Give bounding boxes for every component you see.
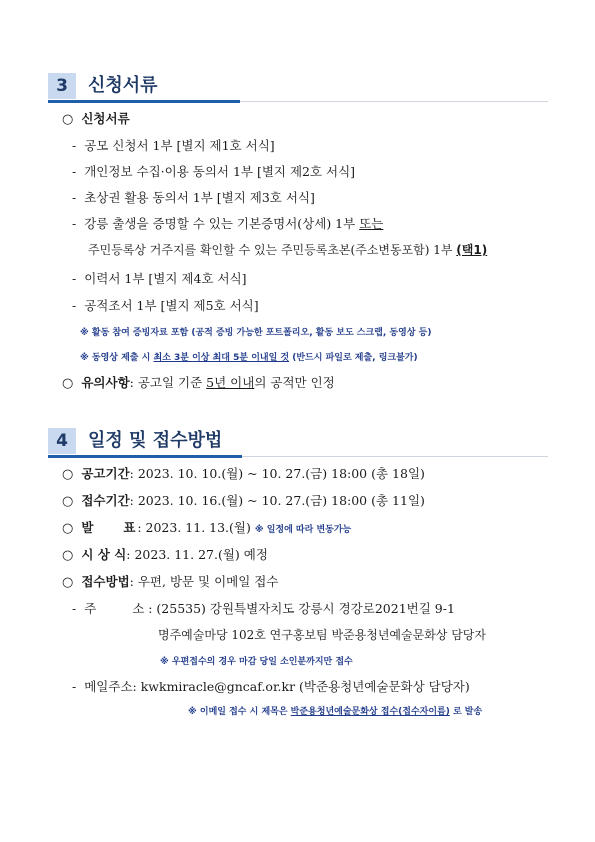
section-3-header (48, 73, 548, 101)
docs-heading: ○ 신청서류 (62, 111, 130, 127)
email-line: - 메일주소: kwkmiracle@gncaf.or.kr (박준용청년예술문화상 담당자) (72, 679, 470, 694)
caution-line: ○ 유의사항: 공고일 기준 5년 이내의 공적만 인정 (62, 375, 335, 391)
section-title: 신청서류 (88, 75, 158, 96)
list-item: - 공적조서 1부 [별지 제5호 서식] (72, 298, 259, 313)
note-mail: ※ 우편접수의 경우 마감 당일 소인분까지만 접수 (160, 657, 353, 667)
schedule-row: ○ 발 표 : 2023. 11. 13.(월) ※ 일정에 따라 변동가능 (62, 520, 352, 536)
schedule-row: ○ 접수방법: 우편, 방문 및 이메일 접수 (62, 574, 279, 590)
section-4-header (48, 428, 548, 456)
list-item: - 초상권 활용 동의서 1부 [별지 제3호 서식] (72, 190, 315, 205)
section-divider (240, 101, 548, 102)
note-evidence: ※ 활동 참여 증빙자료 포함 (공적 증빙 가능한 포트폴리오, 활동 보도 스크랩, 동영상 등) (80, 328, 432, 338)
section-number: 4 (48, 428, 76, 454)
list-item-continued: 주민등록상 거주지를 확인할 수 있는 주민등록초본(주소변동포함) 1부 (택1) (88, 243, 488, 257)
section-number: 3 (48, 73, 76, 99)
address-line: - 주 소 : (25535) 강원특별자치도 강릉시 경강로2021번길 9-1 (72, 601, 455, 616)
note-video: ※ 동영상 제출 시 최소 3분 이상 최대 5분 이내일 것 (반드시 파일로 제출, 링크불가) (80, 353, 418, 363)
list-item: - 강릉 출생을 증명할 수 있는 기본증명서(상세) 1부 또는 (72, 216, 384, 231)
section-underline (48, 100, 240, 103)
section-title: 일정 및 접수방법 (88, 430, 223, 451)
address-line-continued: 명주예술마당 102호 연구홍보팀 박준용청년예술문화상 담당자 (158, 628, 486, 642)
list-item: - 개인정보 수집·이용 동의서 1부 [별지 제2호 서식] (72, 164, 356, 179)
list-item: - 이력서 1부 [별지 제4호 서식] (72, 271, 247, 286)
note-email: ※ 이메일 접수 시 제목은 박준용청년예술문화상 접수(접수자이름) 로 발송 (188, 707, 483, 717)
section-divider (242, 456, 548, 457)
section-underline (48, 455, 242, 458)
schedule-row: ○ 접수기간: 2023. 10. 16.(월) ~ 10. 27.(금) 18:00 (총 11일) (62, 493, 425, 509)
schedule-row: ○ 시 상 식: 2023. 11. 27.(월) 예정 (62, 547, 268, 563)
schedule-row: ○ 공고기간: 2023. 10. 10.(월) ~ 10. 27.(금) 18:00 (총 18일) (62, 466, 425, 482)
list-item: - 공모 신청서 1부 [별지 제1호 서식] (72, 138, 275, 153)
